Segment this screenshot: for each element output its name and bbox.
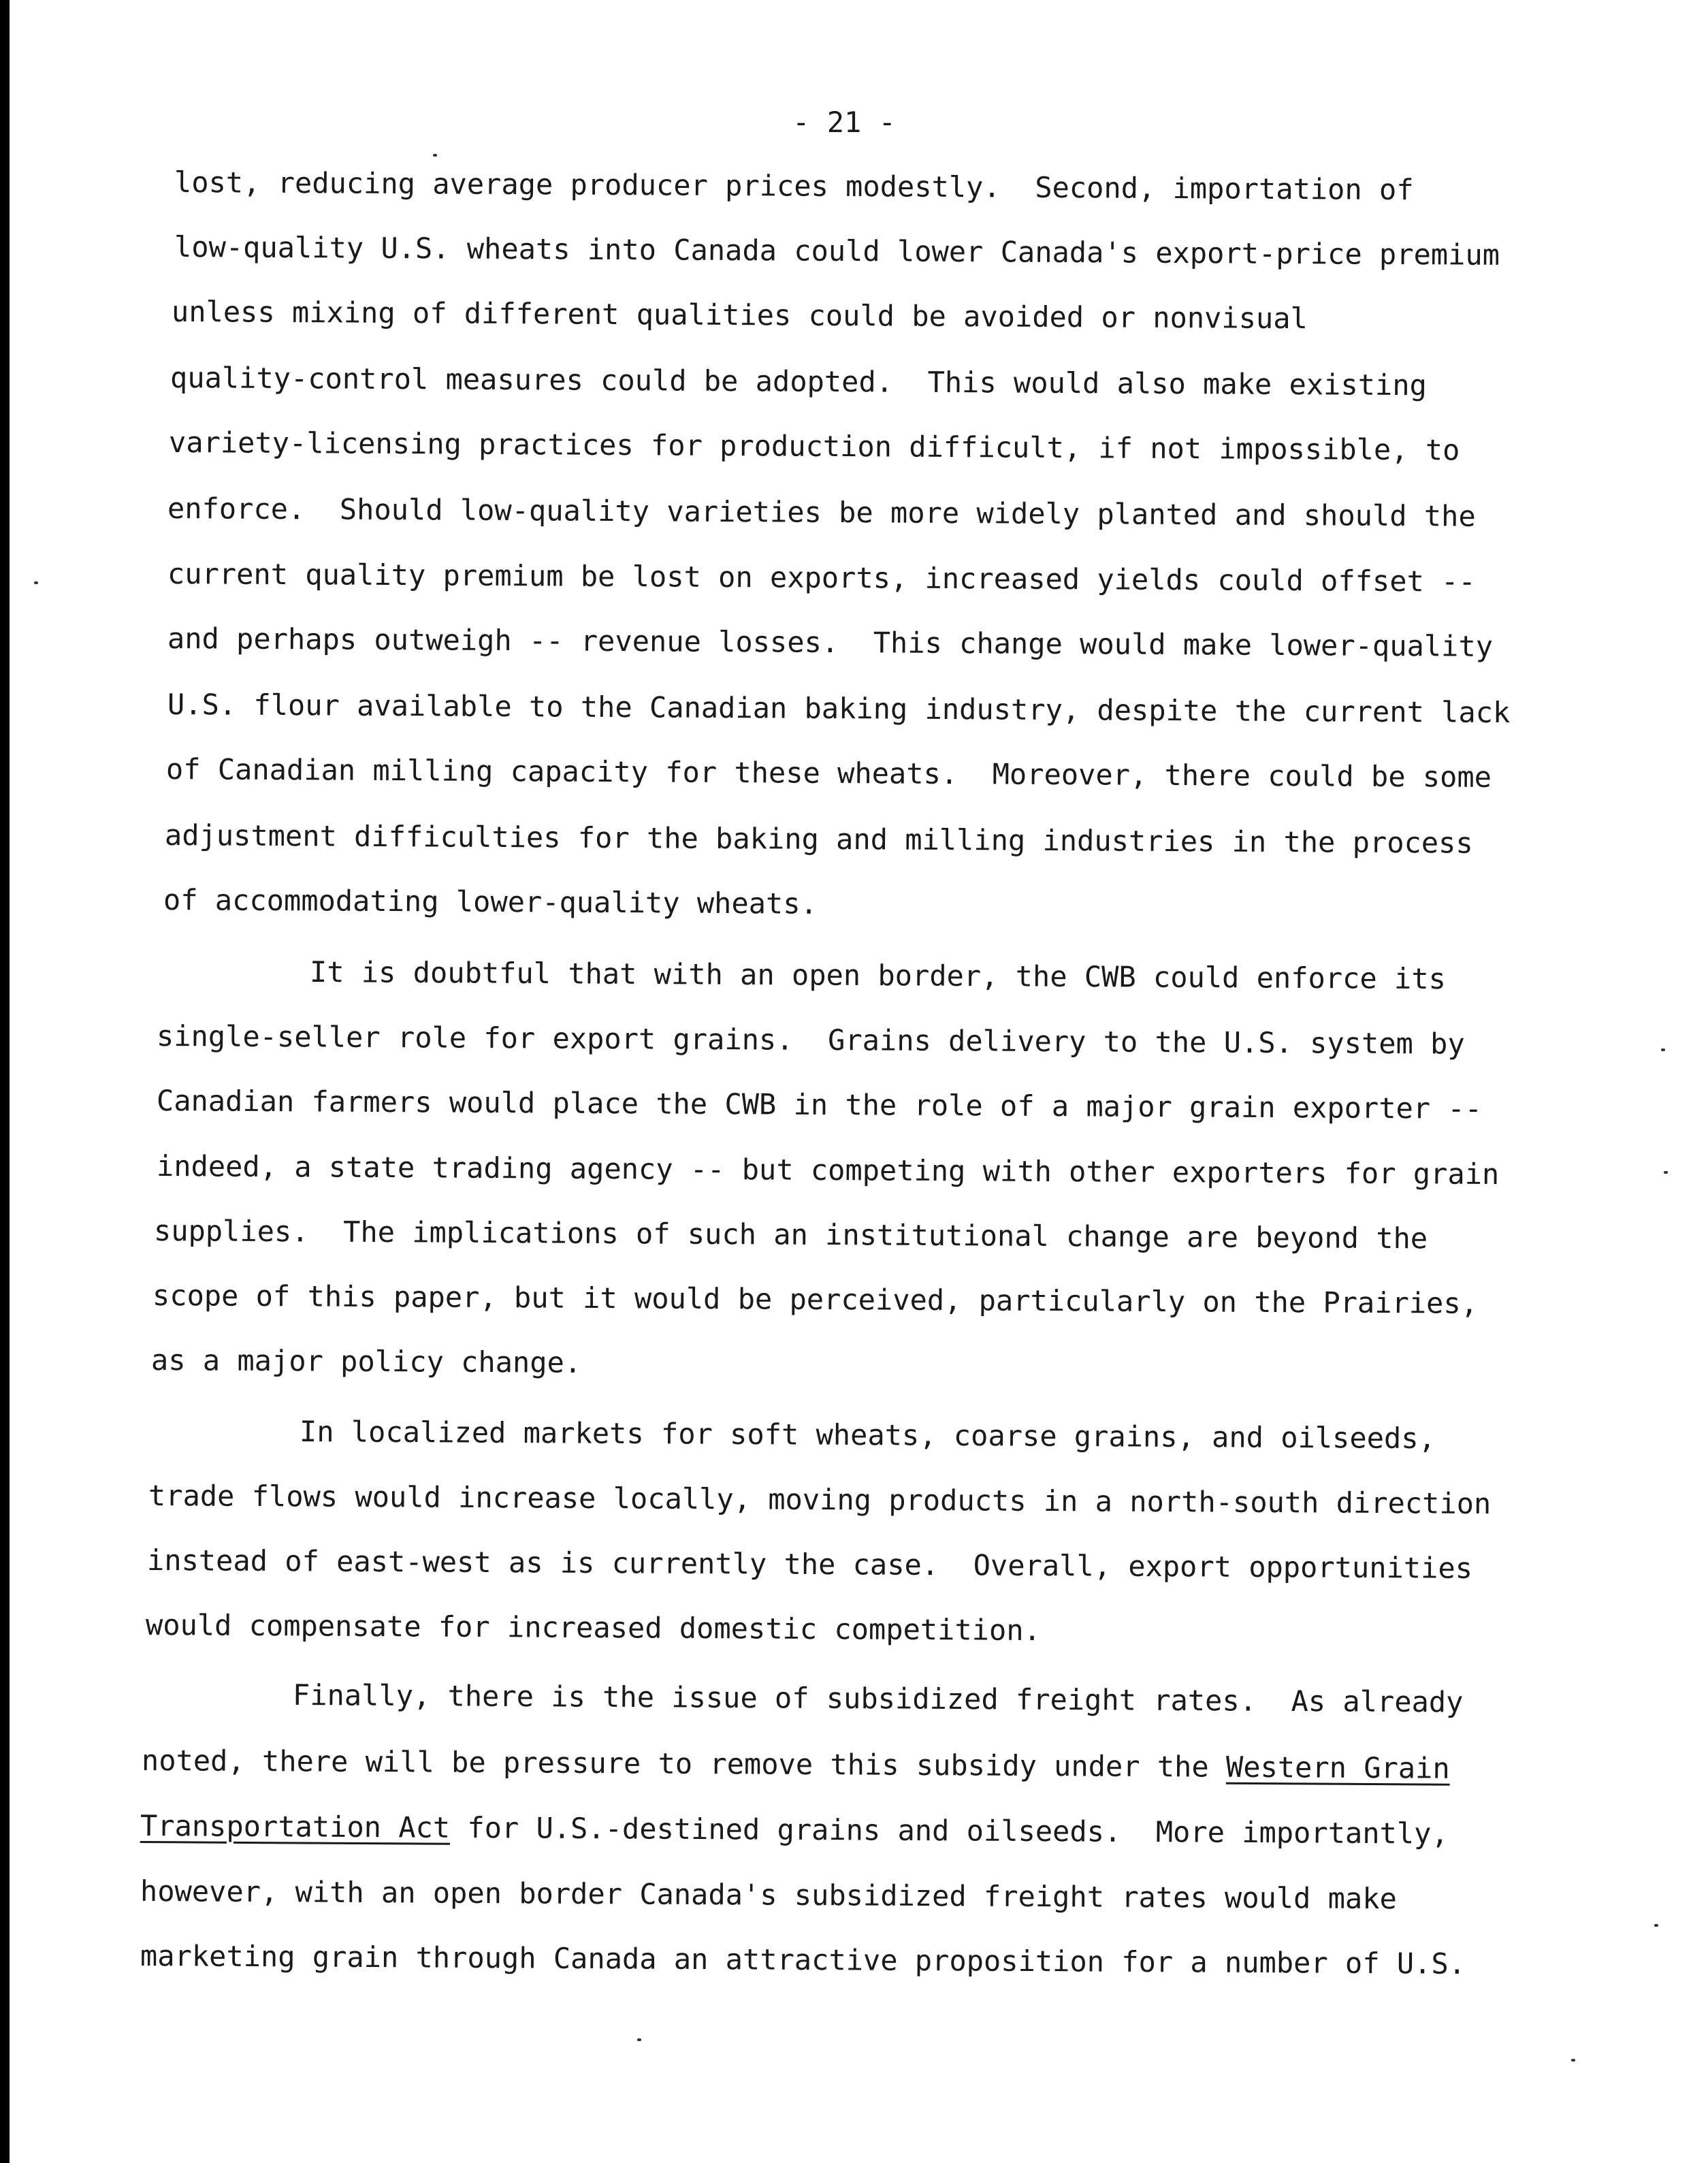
text-run: noted, there will be pressure to remove this subsidy under the (141, 1744, 1227, 1784)
text-line: marketing grain through Canada an attractive proposition for a number of U.S. (140, 1939, 1466, 1981)
text-line: and perhaps outweigh -- revenue losses. This change would make lower-quality (167, 622, 1494, 663)
text-line: would compensate for increased domestic competition. (145, 1608, 1042, 1648)
text-line: U.S. flour available to the Canadian baking industry, despite the current lack (167, 688, 1511, 730)
text-line: low-quality U.S. wheats into Canada could lower Canada's export-price premium (174, 230, 1500, 272)
text-line: supplies. The implications of such an institutional change are beyond the (153, 1214, 1428, 1255)
text-line: adjustment difficulties for the baking and milling industries in the process (164, 818, 1473, 860)
scan-speck (433, 154, 437, 157)
act-title-underlined: Transportation Act (140, 1809, 451, 1844)
text-line: as a major policy change. (150, 1343, 582, 1379)
text-line: trade flows would increase locally, moving products in a north-south direction (148, 1479, 1492, 1521)
scan-speck (1571, 2059, 1575, 2062)
scan-left-edge (0, 0, 10, 2163)
text-line: current quality premium be lost on exports, increased yields could offset -- (167, 557, 1476, 598)
text-line: of accommodating lower-quality wheats. (163, 883, 818, 920)
text-run: for U.S.-destined grains and oilseeds. More importantly, (450, 1810, 1449, 1850)
scan-speck (637, 2038, 641, 2041)
text-line: of Canadian milling capacity for these wheats. Moreover, there could be some (165, 752, 1492, 794)
text-line: indeed, a state trading agency -- but competing with other exporters for grain (156, 1149, 1500, 1191)
text-line (140, 1806, 1449, 1855)
text-line: Canadian farmers would place the CWB in the role of a major grain exporter -- (156, 1084, 1483, 1125)
text-line: In localized markets for soft wheats, coarse grains, and oilseeds, (299, 1415, 1436, 1456)
text-line: however, with an open border Canada's subsidized freight rates would make (140, 1874, 1398, 1916)
text-line (142, 1740, 1450, 1789)
text-line: unless mixing of different qualities could be avoided or nonvisual (171, 295, 1308, 336)
text-line: quality-control measures could be adopted. This would also make existing (170, 361, 1428, 402)
text-line: instead of east-west as is currently the case. Overall, export opportunities (146, 1543, 1473, 1585)
text-line: lost, reducing average producer prices modestly. Second, importation of (174, 165, 1414, 207)
text-line: scope of this paper, but it would be perceived, particularly on the Prairies, (152, 1279, 1479, 1320)
scan-speck (1664, 1171, 1668, 1174)
page-number: - 21 - (792, 106, 896, 139)
scan-speck (1661, 1048, 1665, 1051)
text-line: variety-licensing practices for production difficult, if not impossible, to (168, 426, 1460, 467)
text-line: It is doubtful that with an open border, the CWB could enforce its (309, 955, 1447, 996)
act-title-underlined: Western Grain (1225, 1750, 1450, 1785)
text-line: Finally, there is the issue of subsidized freight rates. As already (292, 1678, 1464, 1719)
scan-speck (34, 581, 38, 584)
text-line: enforce. Should low-quality varieties be more widely planted and should the (167, 492, 1476, 533)
text-line: single-seller role for export grains. Grains delivery to the U.S. system by (156, 1019, 1465, 1061)
scan-speck (1654, 1924, 1658, 1927)
